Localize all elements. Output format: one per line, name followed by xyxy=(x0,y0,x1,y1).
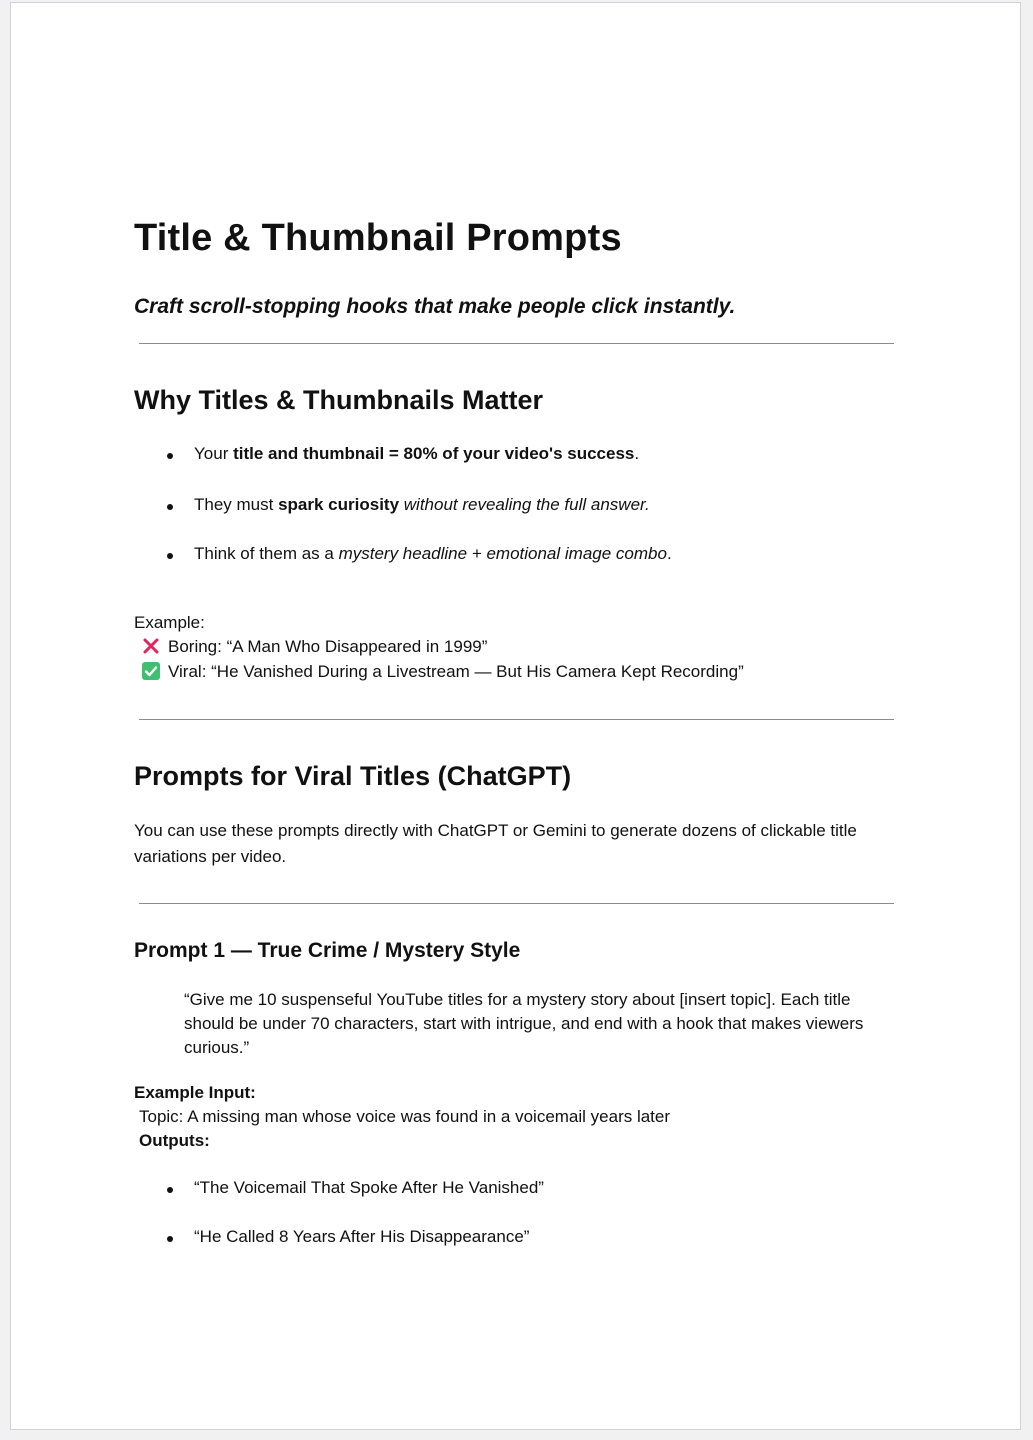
bullet-text: . xyxy=(634,444,640,463)
page-subtitle: Craft scroll-stopping hooks that make people click instantly. xyxy=(134,295,736,318)
why-heading: Why Titles & Thumbnails Matter xyxy=(134,385,544,415)
bullet-dot xyxy=(167,453,173,459)
cross-mark-icon xyxy=(142,637,160,655)
bullet-italic-text: without revealing the full answer. xyxy=(399,495,650,514)
boring-example xyxy=(142,637,487,657)
divider xyxy=(139,343,894,344)
bullet-bold-text: title and thumbnail = 80% of your video's success xyxy=(233,444,635,463)
bullet-dot xyxy=(167,1236,173,1242)
bullet-text: Think of them as a xyxy=(194,544,339,563)
divider xyxy=(139,903,894,904)
bullet-bold-text: spark curiosity xyxy=(278,495,400,514)
viral-example xyxy=(142,662,744,682)
document-page xyxy=(10,2,1021,1430)
bullet-text: . xyxy=(666,544,672,563)
bullet-dot xyxy=(167,504,173,510)
bullet-text: Your xyxy=(194,444,234,463)
prompts-intro: You can use these prompts directly with ChatGPT or Gemini to generate dozens of clickable title variations per video. xyxy=(134,821,857,866)
page-title: Title & Thumbnail Prompts xyxy=(134,217,622,259)
example-label: Example: xyxy=(134,613,205,632)
viral-example-text: Viral: “He Vanished During a Livestream — But His Camera Kept Recording” xyxy=(168,662,744,681)
bullet-dot xyxy=(167,1187,173,1193)
example-topic: Topic: A missing man whose voice was found in a voicemail years later xyxy=(139,1107,671,1126)
boring-example-text: Boring: “A Man Who Disappeared in 1999” xyxy=(168,637,488,656)
divider xyxy=(139,719,894,720)
check-mark-icon xyxy=(142,662,160,680)
bullet-dot xyxy=(167,553,173,559)
bullet-italic-text: mystery headline + emotional image combo xyxy=(338,544,667,563)
output-text: “He Called 8 Years After His Disappearance” xyxy=(194,1227,530,1246)
prompts-heading: Prompts for Viral Titles (ChatGPT) xyxy=(134,761,572,791)
prompt1-quote: “Give me 10 suspenseful YouTube titles for a mystery story about [insert topic]. Each title should be under 70 characters, start with intrigue, and end with a hook that makes viewers curious.” xyxy=(184,990,864,1057)
prompt1-heading: Prompt 1 — True Crime / Mystery Style xyxy=(134,939,521,962)
bullet-text: They must xyxy=(194,495,279,514)
output-text: “The Voicemail That Spoke After He Vanished” xyxy=(194,1178,544,1197)
example-input-label: Example Input: xyxy=(134,1083,256,1102)
outputs-label: Outputs: xyxy=(139,1131,210,1150)
